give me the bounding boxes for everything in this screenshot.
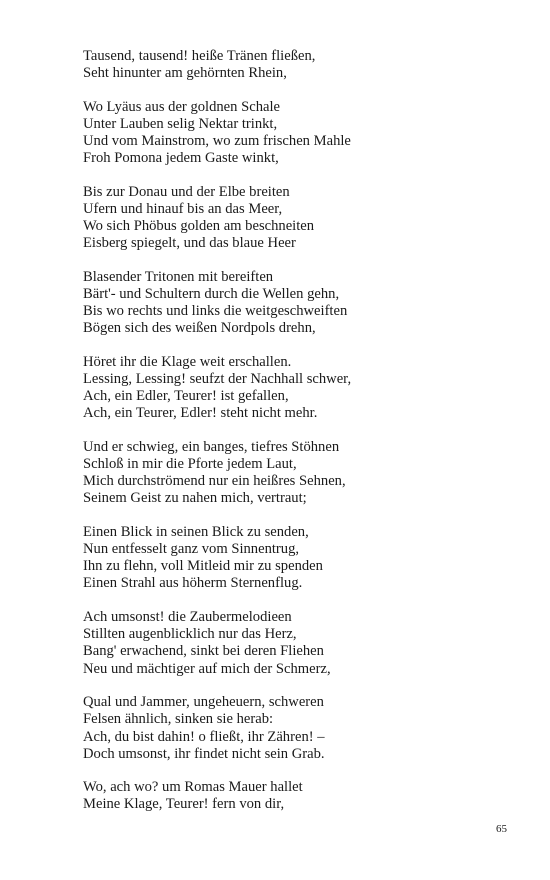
poem-line: Neu und mächtiger auf mich der Schmerz, bbox=[83, 660, 331, 677]
stanza-1 bbox=[83, 48, 523, 82]
poem-line: Einen Strahl aus höherm Sternenflug. bbox=[83, 575, 303, 592]
poem-line: Bärt'- und Schultern durch die Wellen gehn, bbox=[83, 286, 340, 303]
poem-body bbox=[83, 48, 523, 830]
poem-line: Ufern und hinauf bis an das Meer, bbox=[83, 201, 283, 218]
poem-line: Bis zur Donau und der Elbe breiten bbox=[83, 183, 290, 200]
poem-line: Bögen sich des weißen Nordpols drehn, bbox=[83, 320, 316, 337]
poem-line: Unter Lauben selig Nektar trinkt, bbox=[83, 115, 278, 132]
poem-line: Ach umsonst! die Zaubermelodieen bbox=[83, 609, 292, 626]
poem-line: Ach, du bist dahin! o fließt, ihr Zähren! – bbox=[83, 728, 325, 745]
poem-line: Ach, ein Teurer, Edler! steht nicht mehr. bbox=[83, 405, 318, 422]
stanza-7 bbox=[83, 524, 523, 592]
poem-line: Mich durchströmend nur ein heißres Sehnen, bbox=[83, 473, 346, 490]
poem-line: Qual und Jammer, ungeheuern, schweren bbox=[83, 694, 324, 711]
poem-line: Schloß in mir die Pforte jedem Laut, bbox=[83, 456, 297, 473]
stanza-8 bbox=[83, 609, 523, 677]
poem-line: Ach, ein Edler, Teurer! ist gefallen, bbox=[83, 388, 289, 405]
poem-line: Seht hinunter am gehörnten Rhein, bbox=[83, 65, 287, 82]
poem-line: Felsen ähnlich, sinken sie herab: bbox=[83, 711, 274, 728]
poem-line: Tausend, tausend! heiße Tränen fließen, bbox=[83, 48, 316, 64]
poem-line: Wo Lyäus aus der goldnen Schale bbox=[83, 98, 281, 115]
stanza-9 bbox=[83, 694, 523, 762]
stanza-6 bbox=[83, 439, 523, 507]
poem-line: Und er schwieg, ein banges, tiefres Stöhnen bbox=[83, 439, 340, 456]
poem-line: Blasender Tritonen mit bereiften bbox=[83, 269, 274, 285]
poem-line: Wo, ach wo? um Romas Mauer hallet bbox=[83, 779, 303, 796]
poem-line: Wo sich Phöbus golden am beschneiten bbox=[83, 218, 315, 235]
poem-line: Und vom Mainstrom, wo zum frischen Mahle bbox=[83, 133, 351, 150]
stanza-3 bbox=[83, 184, 523, 252]
poem-line: Eisberg spiegelt, und das blaue Heer bbox=[83, 235, 296, 252]
poem-line: Nun entfesselt ganz vom Sinnentrug, bbox=[83, 541, 300, 558]
poem-line: Bis wo rechts und links die weitgeschweiften bbox=[83, 303, 348, 320]
stanza-4 bbox=[83, 269, 523, 337]
poem-line: Stillten augenblicklich nur das Herz, bbox=[83, 626, 297, 643]
stanza-10 bbox=[83, 779, 523, 813]
page-number: 65 bbox=[496, 823, 507, 835]
poem-line: Lessing, Lessing! seufzt der Nachhall schwer, bbox=[83, 371, 352, 388]
poem-line: Einen Blick in seinen Blick zu senden, bbox=[83, 524, 309, 541]
poem-line: Bang' erwachend, sinkt bei deren Fliehen bbox=[83, 643, 324, 660]
poem-line: Doch umsonst, ihr findet nicht sein Grab. bbox=[83, 745, 325, 762]
poem-line: Froh Pomona jedem Gaste winkt, bbox=[83, 150, 279, 167]
stanza-5 bbox=[83, 354, 523, 422]
poem-line: Ihn zu flehn, voll Mitleid mir zu spenden bbox=[83, 558, 323, 575]
poem-line: Seinem Geist zu nahen mich, vertraut; bbox=[83, 490, 307, 507]
poem-line: Höret ihr die Klage weit erschallen. bbox=[83, 354, 292, 371]
poem-line: Meine Klage, Teurer! fern von dir, bbox=[83, 796, 285, 813]
stanza-2 bbox=[83, 99, 523, 167]
